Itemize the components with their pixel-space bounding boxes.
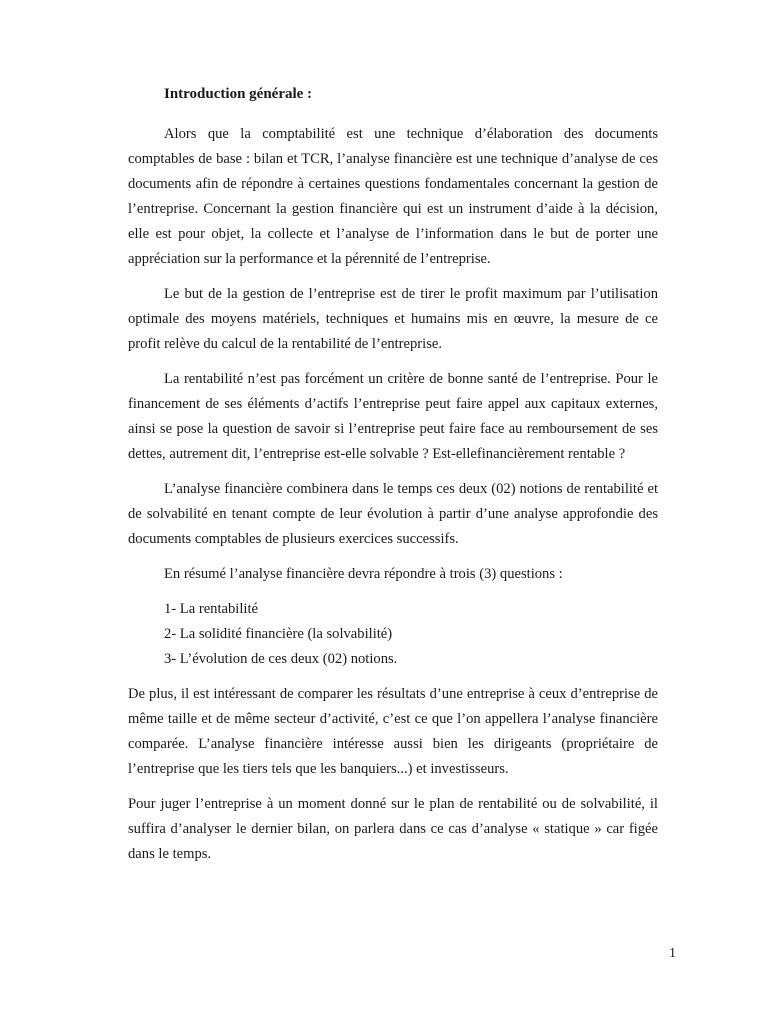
paragraph-static-analysis: Pour juger l’entreprise à un moment donné sur le plan de rentabilité ou de solvabilité, il suffira d’analyser le dernier bilan, on parlera dans ce cas d’analyse « statique » car figée dans le temps. bbox=[128, 796, 658, 862]
list-item: 3- L’évolution de ces deux (02) notions. bbox=[164, 651, 398, 667]
paragraph-summary: En résumé l’analyse financière devra répondre à trois (3) questions : bbox=[164, 566, 563, 582]
section-heading: Introduction générale : bbox=[164, 86, 313, 102]
questions-list bbox=[128, 597, 658, 672]
paragraph-solvency: La rentabilité n’est pas forcément un critère de bonne santé de l’entreprise. Pour le financement de ses éléments d’actifs l’entreprise peut faire appel aux capitaux externes, ainsi se pose la question de savoir si l’entreprise peut faire face au remboursement de ses dettes, autrement dit, l’entreprise est-elle solvable ? Est-ellefinancièrement rentable ? bbox=[128, 371, 658, 462]
page-number: 1 bbox=[669, 946, 676, 961]
paragraph-combination: L’analyse financière combinera dans le temps ces deux (02) notions de rentabilité et de solvabilité en tenant compte de leur évolution à partir d’une analyse approfondie des documents comptables de plusieurs exercices successifs. bbox=[128, 481, 658, 547]
list-item: 2- La solidité financière (la solvabilité) bbox=[164, 626, 393, 642]
paragraph-comparison: De plus, il est intéressant de comparer les résultats d’une entreprise à ceux d’entreprise de même taille et de même secteur d’activité, c’est ce que l’on appellera l’analyse financière comparée. L’analyse financière intéresse aussi bien les dirigeants (propriétaire de l’entreprise que les tiers tels que les banquiers...) et investisseurs. bbox=[128, 686, 658, 777]
paragraph-profit: Le but de la gestion de l’entreprise est de tirer le profit maximum par l’utilisation optimale des moyens matériels, techniques et humains mis en œuvre, la mesure de ce profit relève du calcul de la rentabilité de l’entreprise. bbox=[128, 286, 658, 352]
paragraph-intro: Alors que la comptabilité est une technique d’élaboration des documents comptables de base : bilan et TCR, l’analyse financière est une technique d’analyse de ces documents afin de répondre à certaines questions fondamentales concernant la gestion de l’entreprise. Concernant la gestion financière qui est un instrument d’aide à la décision, elle est pour objet, la collecte et l’analyse de l’information dans le but de porter une appréciation sur la performance et la pérennité de l’entreprise. bbox=[128, 126, 658, 267]
document-page bbox=[128, 82, 658, 877]
list-item: 1- La rentabilité bbox=[164, 601, 259, 617]
